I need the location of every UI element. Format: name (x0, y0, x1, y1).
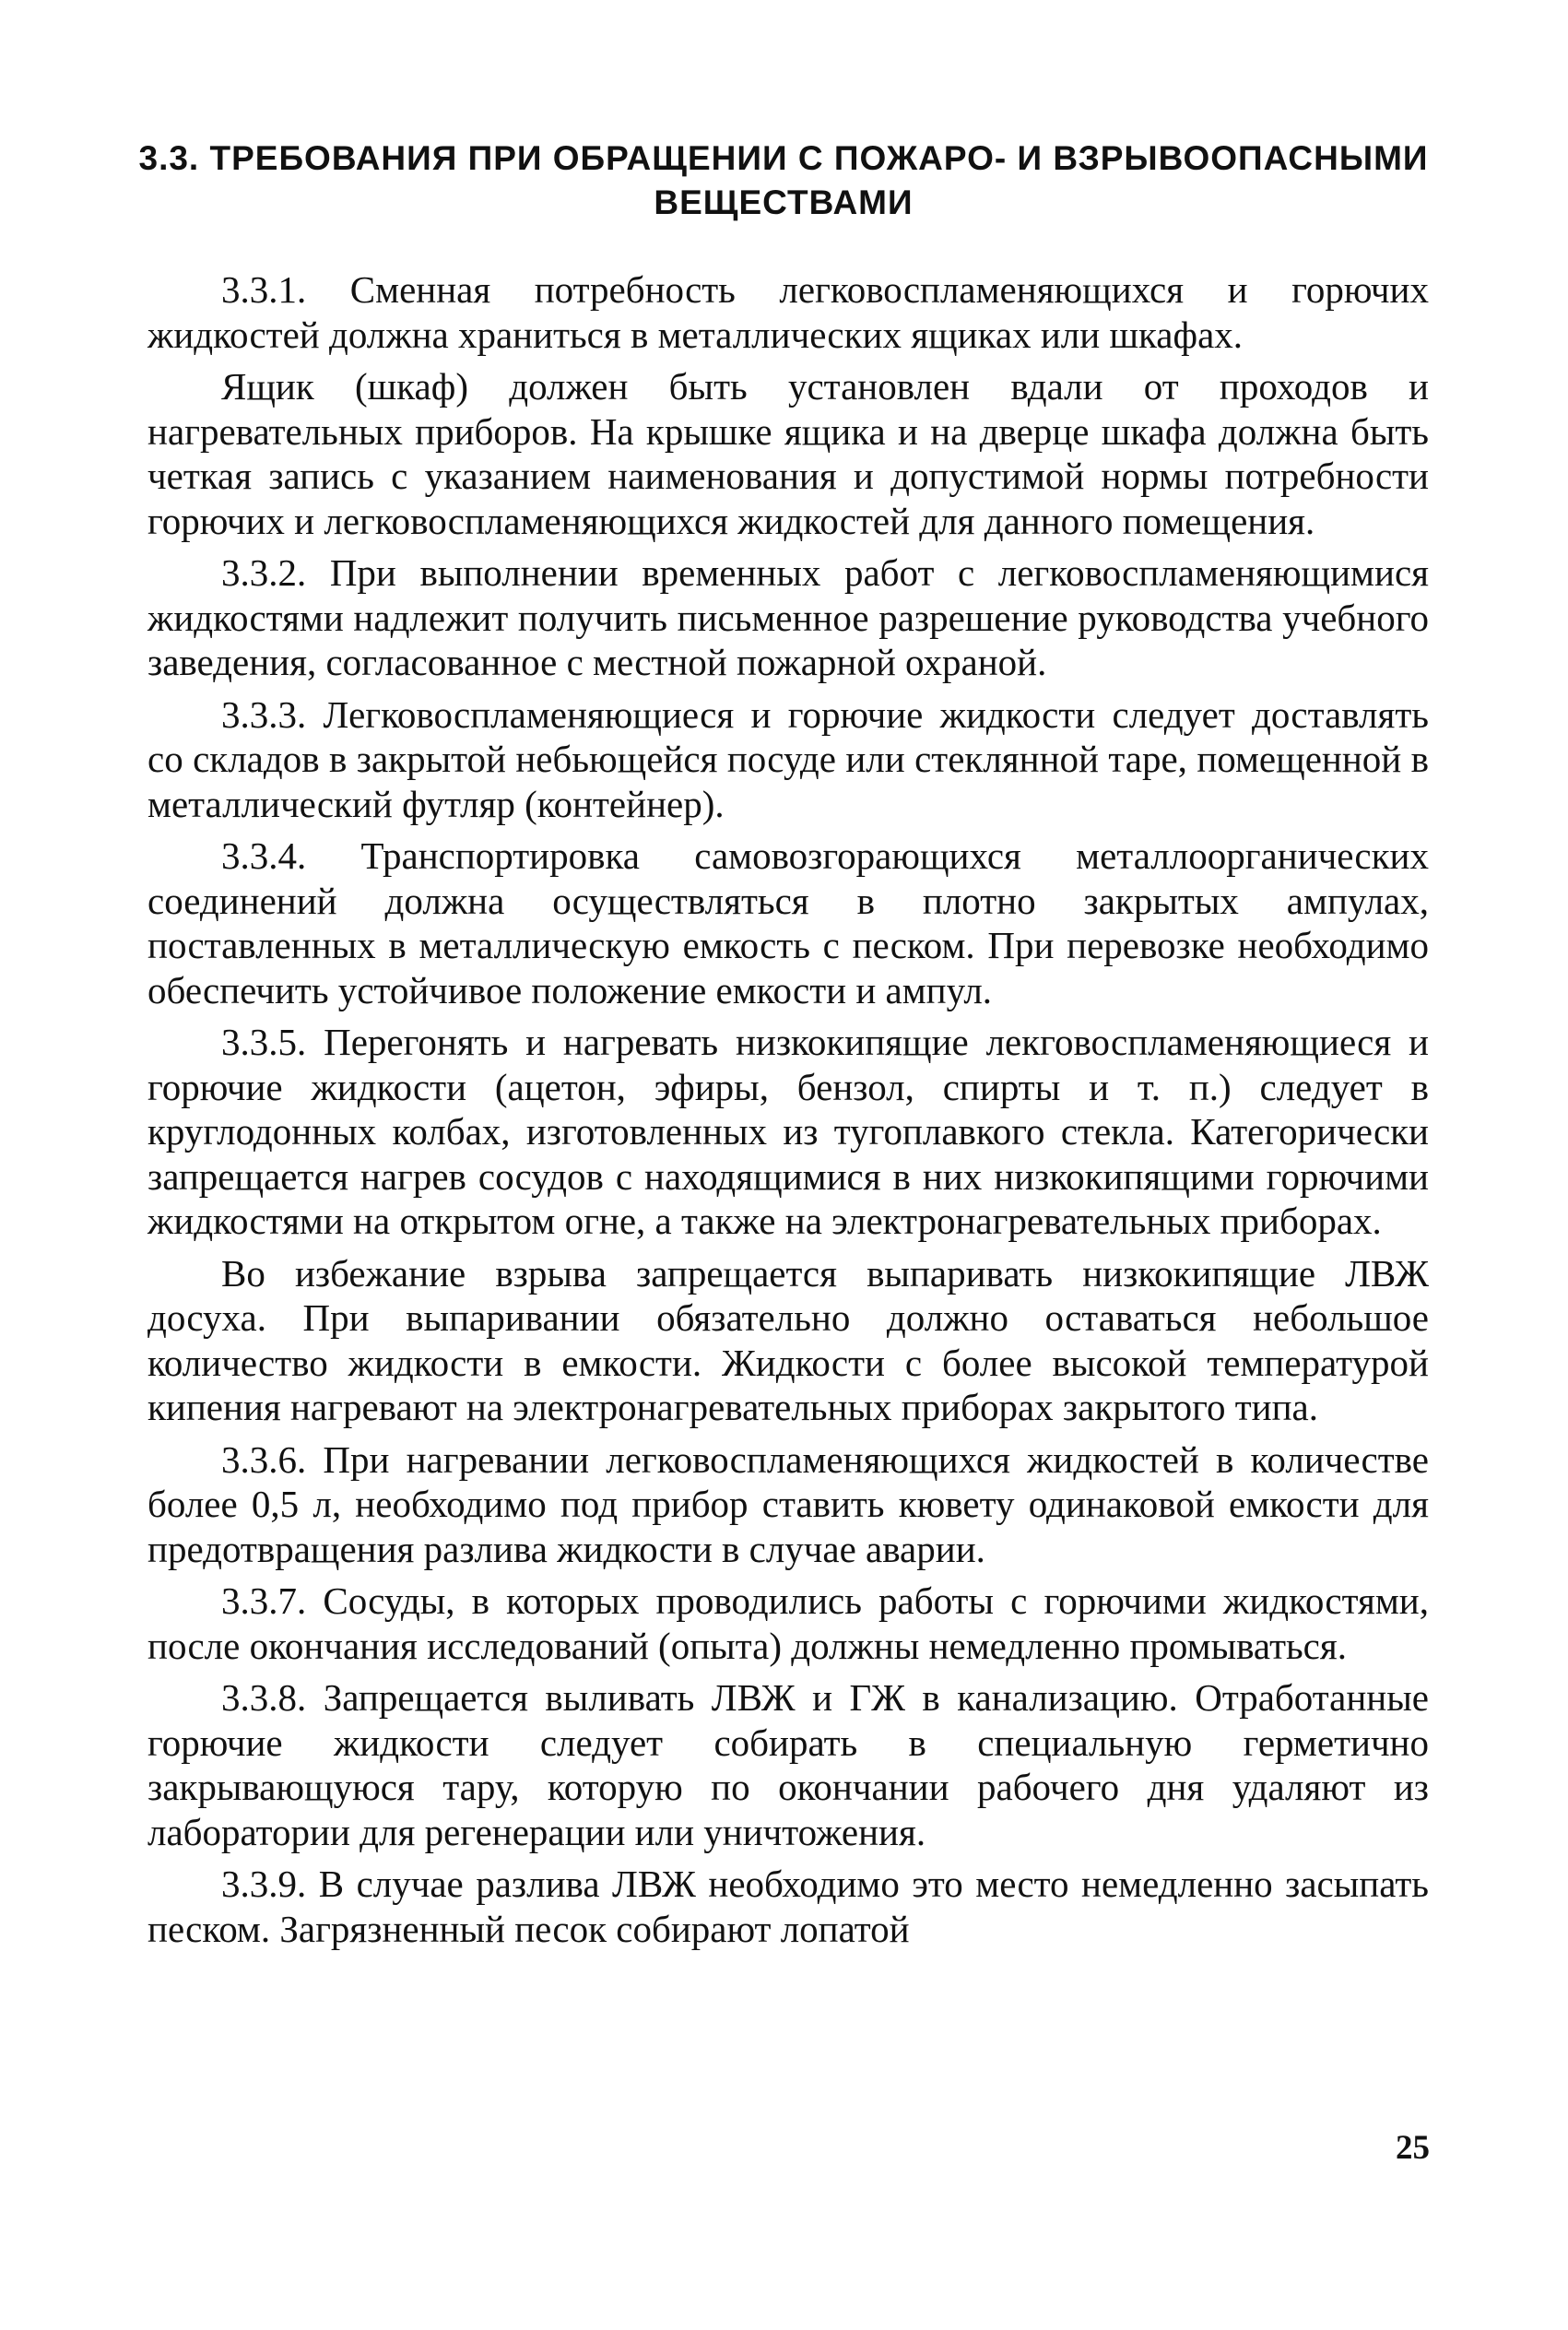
section-heading (120, 136, 1447, 225)
paragraph-3-3-4: 3.3.4. Транспортировка самовозгорающихся металлоорганических соединений должна осуществляться в плотно закрытых ампулах, поставленных в металлическую емкость с песком. При перевозке необходимо обеспечить устойчивое положение емкости и ампул. (147, 834, 1429, 1011)
paragraph-3-3-6: 3.3.6. При нагревании легковоспламеняющихся жидкостей в количестве более 0,5 л, необходимо под прибор ставить кювету одинаковой емкости для предотвращения разлива жидкости в случае аварии. (147, 1437, 1429, 1570)
paragraph-box-requirements: Ящик (шкаф) должен быть установлен вдали от проходов и нагревательных приборов. На крышке ящика и на дверце шкафа должна быть четкая запись с указанием наименования и допустимой нормы потребности горючих и легковоспламеняющихся жидкостей для данного помещения. (147, 365, 1429, 542)
section-heading-line-1: 3.3. ТРЕБОВАНИЯ ПРИ ОБРАЩЕНИИ С ПОЖАРО- И ВЗРЫВООПАСНЫМИ (138, 139, 1429, 177)
paragraph-3-3-2: 3.3.2. При выполнении временных работ с легковоспламеняющимися жидкостями надлежит получить письменное разрешение руководства учебного заведения, согласованное с местной пожарной охраной. (147, 551, 1429, 683)
paragraph-evaporation: Во избежание взрыва запрещается выпаривать низкокипящие ЛВЖ досуха. При выпаривании обязательно должно оставаться небольшое количество жидкости в емкости. Жидкости с более высокой температурой кипения нагревают на электронагревательных приборах закрытого типа. (147, 1251, 1429, 1428)
paragraph-3-3-5: 3.3.5. Перегонять и нагревать низкокипящие лекговоспламеняющиеся и горючие жидкости (ацетон, эфиры, бензол, спирты и т. п.) следует в круглодонных колбах, изготовленных из тугоплавкого стекла. Категорически запрещается нагрев сосудов с находящимися в них низкокипящими горючими жидкостями на открытом огне, а также на электронагревательных приборах. (147, 1021, 1429, 1242)
page-number: 25 (1396, 2129, 1430, 2167)
paragraph-3-3-8: 3.3.8. Запрещается выливать ЛВЖ и ГЖ в канализацию. Отработанные горючие жидкости следует собирать в специальную герметично закрывающуюся тару, которую по окончании рабочего дня удаляют из лаборатории для регенерации или уничтожения. (147, 1676, 1429, 1853)
paragraph-3-3-9: 3.3.9. В случае разлива ЛВЖ необходимо это место немедленно засыпать песком. Загрязненный песок собирают лопатой (147, 1863, 1429, 1950)
paragraph-3-3-7: 3.3.7. Сосуды, в которых проводились работы с горючими жидкостями, после окончания исследований (опыта) должны немедленно промываться. (147, 1579, 1429, 1667)
section-heading-line-2: ВЕЩЕСТВАМИ (654, 183, 914, 221)
section-body (147, 267, 1429, 1951)
paragraph-3-3-3: 3.3.3. Легковоспламеняющиеся и горючие жидкости следует доставлять со складов в закрытой небьющейся посуде или стеклянной таре, помещенной в металлический футляр (контейнер). (147, 692, 1429, 825)
paragraph-3-3-1: 3.3.1. Сменная потребность легковоспламеняющихся и горючих жидкостей должна храниться в металлических ящиках или шкафах. (147, 268, 1429, 356)
